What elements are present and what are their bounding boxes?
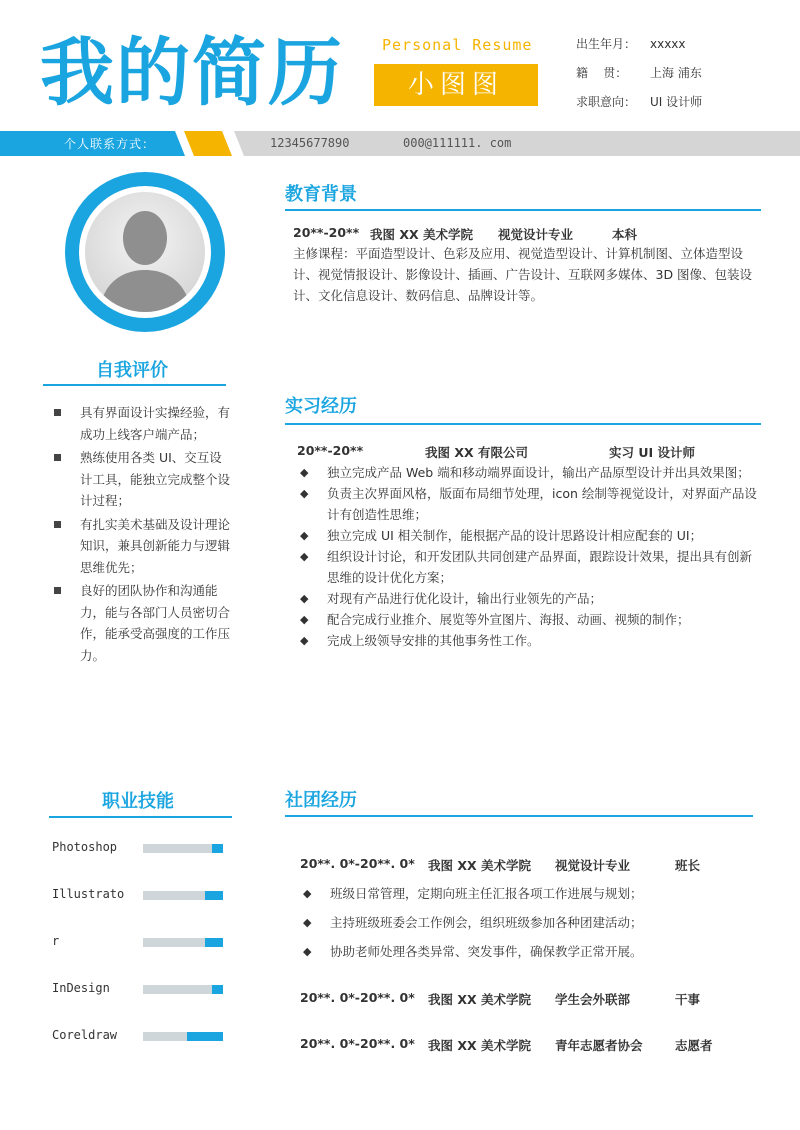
self-eval-divider bbox=[43, 384, 226, 386]
list-item: ◆ 独立完成 UI 相关制作，能根据产品的设计思路设计相应配套的 UI； bbox=[297, 525, 757, 546]
avatar bbox=[65, 172, 225, 332]
list-item: 熟练使用各类 UI、交互设计工具，能独立完成整个设计过程； bbox=[52, 447, 232, 512]
list-item: ◆ 独立完成产品 Web 端和移动端界面设计，输出产品原型设计并出具效果图； bbox=[297, 462, 757, 483]
club-heading: 社团经历 bbox=[285, 790, 357, 811]
list-item: ◆ 协助老师处理各类异常、突发事件，确保教学正常开展。 bbox=[300, 941, 750, 962]
education-row bbox=[293, 225, 753, 243]
list-item: ◆ 主持班级班委会工作例会，组织班级参加各种团建活动； bbox=[300, 912, 750, 933]
education-courses: 主修课程：平面造型设计、色彩及应用、视觉造型设计、计算机制图、立体造型设计、视觉情报设计、影像设计、插画、广告设计、互联网多媒体、3D 图像、包装设计、文化信息设计、数码信息、品牌设计等。 bbox=[293, 246, 753, 303]
skill-name: Photoshop bbox=[52, 840, 118, 854]
self-eval-heading: 自我评价 bbox=[96, 360, 168, 381]
avatar-photo bbox=[85, 192, 205, 312]
internship-heading: 实习经历 bbox=[285, 396, 357, 417]
skill-bar bbox=[143, 985, 223, 994]
skill-bar-fill bbox=[212, 985, 223, 994]
list-item: 有扎实美术基础及设计理论知识，兼具创新能力与逻辑思维优先； bbox=[52, 514, 232, 579]
skill-name: InDesign bbox=[52, 981, 110, 995]
info-objective bbox=[576, 93, 702, 110]
skill-bar-fill bbox=[205, 938, 223, 947]
skills-heading: 职业技能 bbox=[102, 791, 174, 812]
club-dept: 学生会外联部 bbox=[555, 992, 631, 1007]
club-dept: 视觉设计专业 bbox=[555, 858, 631, 873]
list-item: 良好的团队协作和沟通能力，能与各部门人员密切合作，能承受高强度的工作压力。 bbox=[52, 580, 232, 666]
list-item: ◆ 对现有产品进行优化设计，输出行业领先的产品； bbox=[297, 588, 757, 609]
internship-row bbox=[297, 443, 757, 461]
info-birth bbox=[576, 35, 686, 52]
education-school: 我图 XX 美术学院 bbox=[370, 227, 473, 242]
club-role: 志愿者 bbox=[675, 1038, 713, 1053]
skill-bar bbox=[143, 891, 223, 900]
list-item: ◆ 组织设计讨论，和开发团队共同创建产品界面，跟踪设计效果，提出具有创新思维的设计优化方案； bbox=[297, 546, 757, 588]
info-hometown-label: 籍 贯： bbox=[576, 66, 628, 80]
internship-company: 我图 XX 有限公司 bbox=[425, 445, 528, 460]
skill-name: Coreldraw bbox=[52, 1028, 118, 1042]
club-period: 20**. 0*-20**. 0* bbox=[300, 990, 415, 1005]
internship-period: 20**-20** bbox=[297, 443, 364, 458]
skill-bar-fill bbox=[187, 1032, 223, 1041]
internship-position: 实习 UI 设计师 bbox=[609, 445, 696, 460]
list-item: ◆ 班级日常管理，定期向班主任汇报各项工作进展与规划； bbox=[300, 883, 750, 904]
name-badge: 小图图 bbox=[374, 64, 538, 106]
club-divider bbox=[285, 815, 753, 817]
contact-label: 个人联系方式： bbox=[64, 137, 156, 151]
club-list bbox=[300, 883, 750, 962]
person-silhouette-icon bbox=[85, 192, 205, 312]
contact-phone: 12345677890 bbox=[270, 136, 350, 150]
skill-bar bbox=[143, 844, 223, 853]
education-period: 20**-20** bbox=[293, 225, 360, 240]
internship-list bbox=[297, 462, 757, 651]
club-period: 20**. 0*-20**. 0* bbox=[300, 1036, 415, 1051]
club-org: 我图 XX 美术学院 bbox=[428, 1038, 531, 1053]
club-role: 班长 bbox=[675, 858, 701, 873]
skill-name: Illustrato bbox=[52, 887, 125, 901]
info-birth-label: 出生年月： bbox=[576, 37, 637, 51]
club-period: 20**. 0*-20**. 0* bbox=[300, 856, 415, 871]
education-degree: 本科 bbox=[612, 227, 638, 242]
skill-name: r bbox=[52, 934, 60, 948]
info-objective-value: UI 设计师 bbox=[650, 95, 703, 109]
self-eval-list bbox=[52, 402, 232, 668]
resume-title: 我的简历 bbox=[40, 30, 344, 116]
skill-bar-fill bbox=[205, 891, 223, 900]
club-row bbox=[300, 990, 750, 1008]
club-row bbox=[300, 1036, 750, 1054]
list-item: ◆ 配合完成行业推介、展览等外宣图片、海报、动画、视频的制作； bbox=[297, 609, 757, 630]
info-birth-value: xxxxx bbox=[650, 37, 686, 51]
education-heading: 教育背景 bbox=[285, 184, 357, 205]
info-objective-label: 求职意向： bbox=[576, 95, 637, 109]
club-org: 我图 XX 美术学院 bbox=[428, 858, 531, 873]
subtitle-english: Personal Resume bbox=[382, 36, 533, 54]
club-org: 我图 XX 美术学院 bbox=[428, 992, 531, 1007]
skills-divider bbox=[49, 816, 232, 818]
skill-bar bbox=[143, 1032, 223, 1041]
internship-divider bbox=[285, 423, 761, 425]
club-row bbox=[300, 856, 750, 874]
education-divider bbox=[285, 209, 761, 211]
avatar-ring bbox=[79, 186, 211, 318]
list-item: 具有界面设计实操经验，有成功上线客户端产品； bbox=[52, 402, 232, 445]
list-item: ◆ 负责主次界面风格，版面布局细节处理，icon 绘制等视觉设计，对界面产品设计有创造性思维； bbox=[297, 483, 757, 525]
club-dept: 青年志愿者协会 bbox=[555, 1038, 643, 1053]
skill-bar bbox=[143, 938, 223, 947]
info-hometown bbox=[576, 64, 702, 81]
contact-email: 000@111111. com bbox=[403, 136, 512, 150]
club-role: 干事 bbox=[675, 992, 701, 1007]
list-item: ◆ 完成上级领导安排的其他事务性工作。 bbox=[297, 630, 757, 651]
education-major: 视觉设计专业 bbox=[498, 227, 574, 242]
info-hometown-value: 上海 浦东 bbox=[650, 66, 702, 80]
skill-bar-fill bbox=[212, 844, 223, 853]
